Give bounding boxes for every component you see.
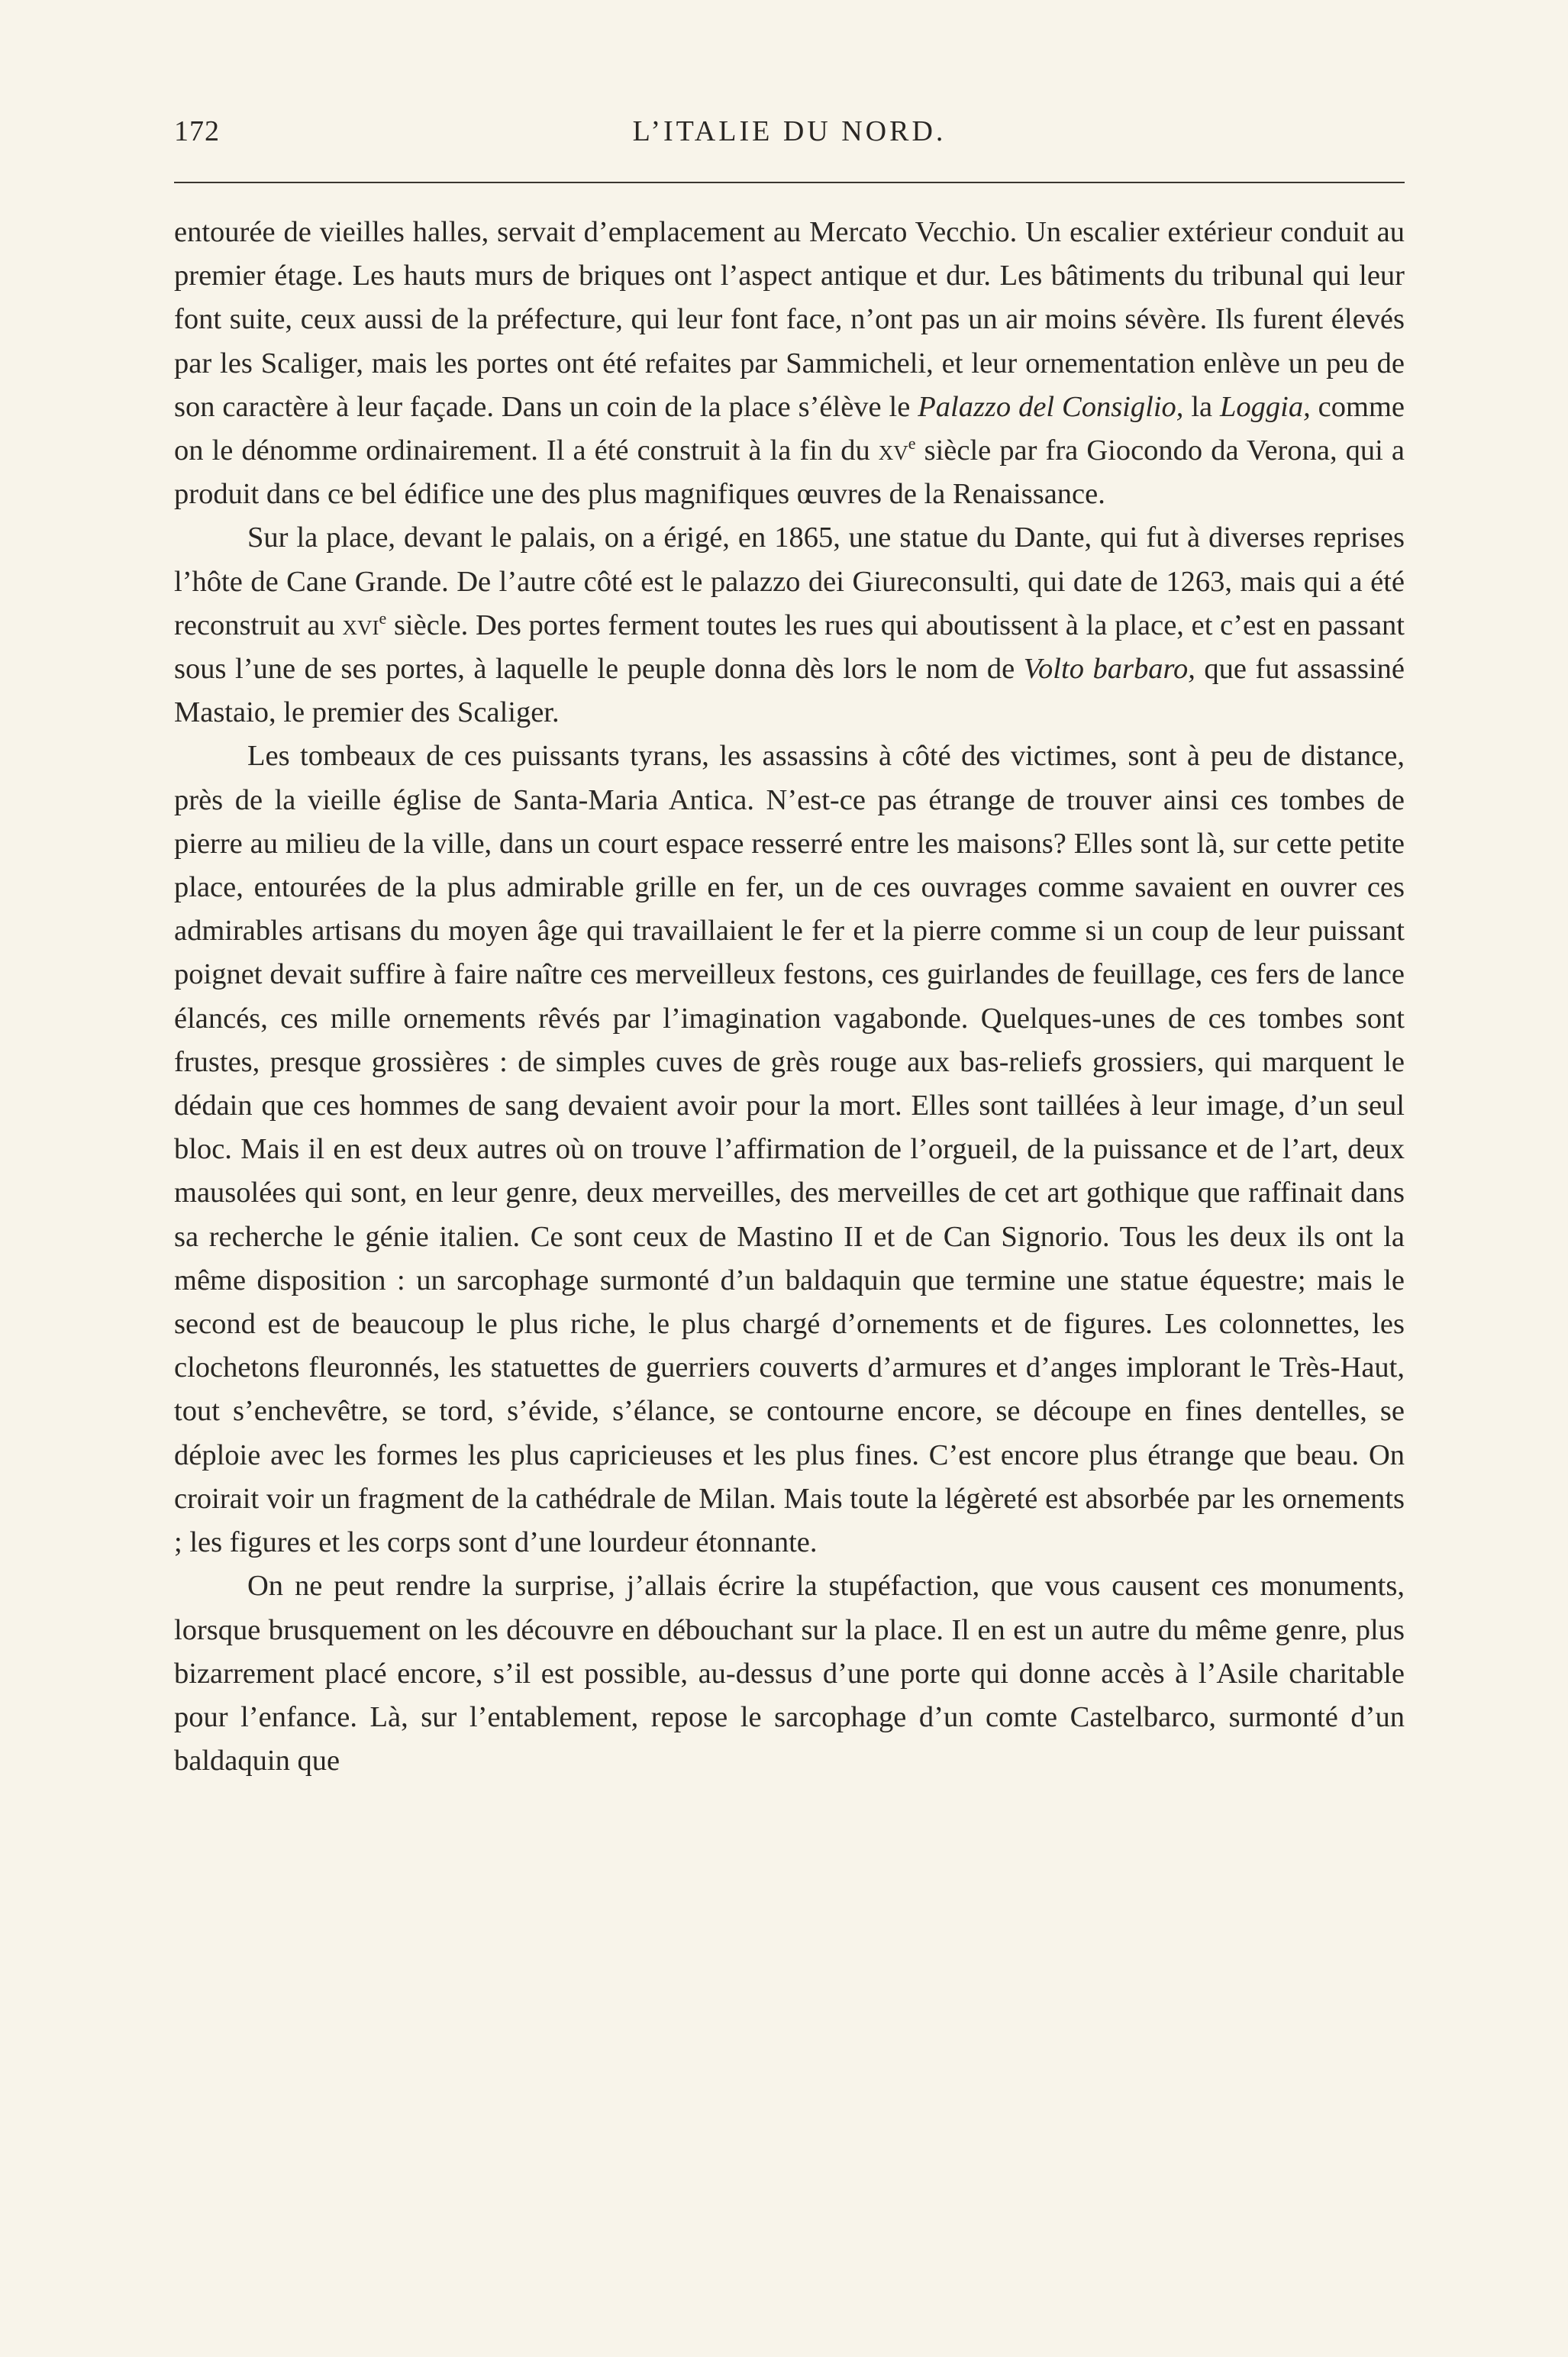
- text-run: comme on le dénomme ordinairement. Il a été construit à la fin du: [174, 390, 1405, 467]
- header-rule: [174, 182, 1405, 183]
- page-number: 172: [174, 115, 220, 147]
- page-header: [174, 115, 1405, 160]
- text-run: entourée de vieilles halles, servait d’emplacement au Mercato Vecchio. Un escalier extérieur conduit au premier étage. Les hauts murs de briques ont l’aspect antique et dur. Les bâtiments du tribunal qui leur font suite, ceux aussi de la préfecture, qui leur font face, n’ont pas un air moins sévère. Ils furent élevés par les Scaliger, mais les portes ont été refaites par Sammicheli, et leur ornementation enlève un peu de son caractère à leur façade. Dans un coin de la place s’élève le: [174, 216, 1405, 423]
- text-run: siècle par fra Giocondo da Verona, qui a produit dans ce bel édifice une des plus magnifiques œuvres de la Renaissance.: [174, 434, 1405, 511]
- body-text: [174, 211, 1405, 1783]
- paragraph: [174, 516, 1405, 735]
- text-run: On ne peut rendre la surprise, j’allais écrire la stupéfaction, que vous causent ces monuments, lorsque brusquement on les découvre en débouchant sur la place. Il en est un autre du même genre, plus bizarrement placé encore, s’il est possible, au-dessus d’une porte qui donne accès à l’Asile charitable pour l’enfance. Là, sur l’entablement, repose le sarcophage d’un comte Castelbarco, surmonté d’un baldaquin que: [174, 1570, 1405, 1777]
- italic-text: Volto barbaro,: [1023, 653, 1195, 686]
- text-run: la: [1183, 390, 1221, 423]
- superscript: e: [908, 434, 916, 454]
- italic-text: Loggia,: [1220, 390, 1311, 423]
- small-caps-text: xvi: [342, 609, 379, 641]
- text-run: Les tombeaux de ces puissants tyrans, les assassins à côté des victimes, sont à peu de distance, près de la vieille église de Santa-Maria Antica. N’est-ce pas étrange de trouver ainsi ces tombes de pierre au milieu de la ville, dans un court espace resserré entre les maisons? Elles sont là, sur cette petite place, entourées de la plus admirable grille en fer, un de ces ouvrages comme savaient en ouvrer ces admirables artisans du moyen âge qui travaillaient le fer et la pierre comme si un coup de leur puissant poignet devait suffire à faire naître ces merveilleux festons, ces guirlandes de feuillage, ces fers de lance élancés, ces mille ornements rêvés par l’imagination vagabonde. Quelques-unes de ces tombes sont frustes, presque grossières : de simples cuves de grès rouge aux bas-reliefs grossiers, qui marquent le dédain que ces hommes de sang devaient avoir pour la mort. Elles sont taillées à leur image, d’un seul bloc. Mais il en est deux autres où on trouve l’affirmation de l’orgueil, de la puissance et de l’art, deux mausolées qui sont, en leur genre, deux merveilles, des merveilles de cet art gothique que raffinait dans sa recherche le génie italien. Ce sont ceux de Mastino II et de Can Signorio. Tous les deux ils ont la même disposition : un sarcophage surmonté d’un baldaquin que termine une statue équestre; mais le second est de beaucoup le plus riche, le plus chargé d’ornements et de figures. Les colonnettes, les clochetons fleuronnés, les statuettes de guerriers couverts d’armures et d’anges implorant le Très-Haut, tout s’enchevêtre, se tord, s’évide, s’élance, se contourne encore, se découpe en fines dentelles, se déploie avec les formes les plus capricieuses et les plus fines. C’est encore plus étrange que beau. On croirait voir un fragment de la cathédrale de Milan. Mais toute la légèreté est absorbée par les ornements ; les figures et les corps sont d’une lourdeur étonnante.: [174, 740, 1405, 1559]
- text-run: siècle. Des portes ferment toutes les rues qui aboutissent à la place, et c’est en passant sous l’une de ses portes, à laquelle le peuple donna dès lors le nom de: [174, 609, 1405, 686]
- running-title: L’ITALIE DU NORD.: [632, 115, 947, 147]
- paragraph: [174, 1564, 1405, 1783]
- paragraph: [174, 735, 1405, 1564]
- superscript: e: [379, 609, 387, 628]
- paragraph: [174, 211, 1405, 516]
- italic-text: Palazzo del Consiglio,: [918, 390, 1184, 423]
- text-run: Sur la place, devant le palais, on a érigé, en 1865, une statue du Dante, qui fut à diverses reprises l’hôte de Cane Grande. De l’autre côté est le palazzo dei Giureconsulti, qui date de 1263, mais qui a été reconstruit au: [174, 521, 1405, 641]
- text-run: que fut assassiné Mastaio, le premier des Scaliger.: [174, 653, 1405, 729]
- small-caps-text: xv: [878, 434, 908, 467]
